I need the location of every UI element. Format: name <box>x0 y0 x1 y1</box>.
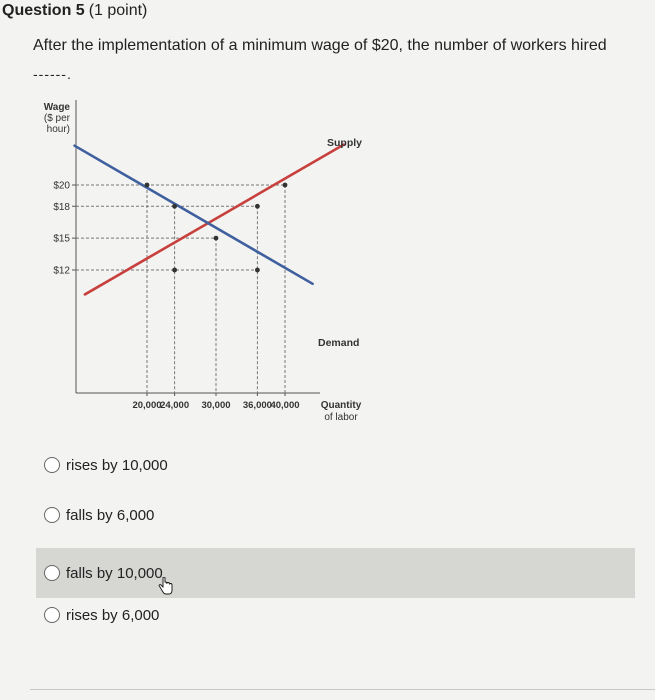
data-point <box>145 183 150 188</box>
radio-button[interactable] <box>44 607 60 623</box>
choice-falls-6000[interactable] <box>36 498 626 532</box>
y-axis-label-line: Wage <box>43 102 70 113</box>
answer-blank: ------. <box>33 66 72 82</box>
demand-label: Demand <box>318 337 360 349</box>
x-tick-label: 24,000 <box>160 400 190 411</box>
data-point <box>283 183 288 188</box>
y-tick-label: $18 <box>53 201 70 213</box>
x-tick-label: 20,000 <box>132 400 162 411</box>
choice-rises-10000[interactable] <box>36 448 626 482</box>
choice-label: rises by 10,000 <box>66 456 168 474</box>
x-tick-label: 36,000 <box>242 400 272 411</box>
radio-button[interactable] <box>44 457 60 473</box>
y-ticks <box>53 181 76 277</box>
x-axis-label-line: of labor <box>324 412 358 423</box>
question-text: After the implementation of a minimum wage of $20, the number of workers hired <box>33 37 607 54</box>
y-tick-label: $20 <box>53 180 70 192</box>
radio-button[interactable] <box>44 507 60 523</box>
question-number: Question 5 <box>2 2 85 19</box>
y-tick-label: $12 <box>53 265 70 277</box>
question-points: (1 point) <box>88 2 148 19</box>
choice-label: falls by 10,000 <box>66 564 163 582</box>
supply-label: Supply <box>327 137 363 149</box>
question-header <box>0 0 655 26</box>
choice-falls-10000[interactable] <box>36 548 635 598</box>
choice-label: falls by 6,000 <box>66 506 155 524</box>
data-point <box>214 236 219 241</box>
data-point <box>255 268 260 273</box>
divider <box>30 689 655 690</box>
x-axis-label-line: Quantity <box>320 400 362 411</box>
supply-curve <box>85 145 344 295</box>
y-tick-label: $15 <box>53 233 70 245</box>
curves <box>75 145 344 295</box>
x-ticks <box>132 393 299 411</box>
choice-label: rises by 6,000 <box>66 606 160 624</box>
hand-pointer-icon <box>158 577 174 595</box>
demand-curve <box>75 146 313 284</box>
series-labels <box>318 137 362 349</box>
labor-market-chart <box>0 90 420 440</box>
data-point <box>172 204 177 209</box>
y-axis-label <box>44 102 71 135</box>
dashed-guides <box>76 185 285 393</box>
data-point <box>255 204 260 209</box>
choice-rises-6000[interactable] <box>36 598 626 632</box>
y-axis-label-line: hour) <box>46 124 70 135</box>
x-tick-label: 40,000 <box>270 400 300 411</box>
data-point <box>172 268 177 273</box>
x-axis-label <box>321 400 362 423</box>
radio-button[interactable] <box>44 565 60 581</box>
y-axis-label-line: ($ per <box>43 113 70 124</box>
x-tick-label: 30,000 <box>201 400 231 411</box>
